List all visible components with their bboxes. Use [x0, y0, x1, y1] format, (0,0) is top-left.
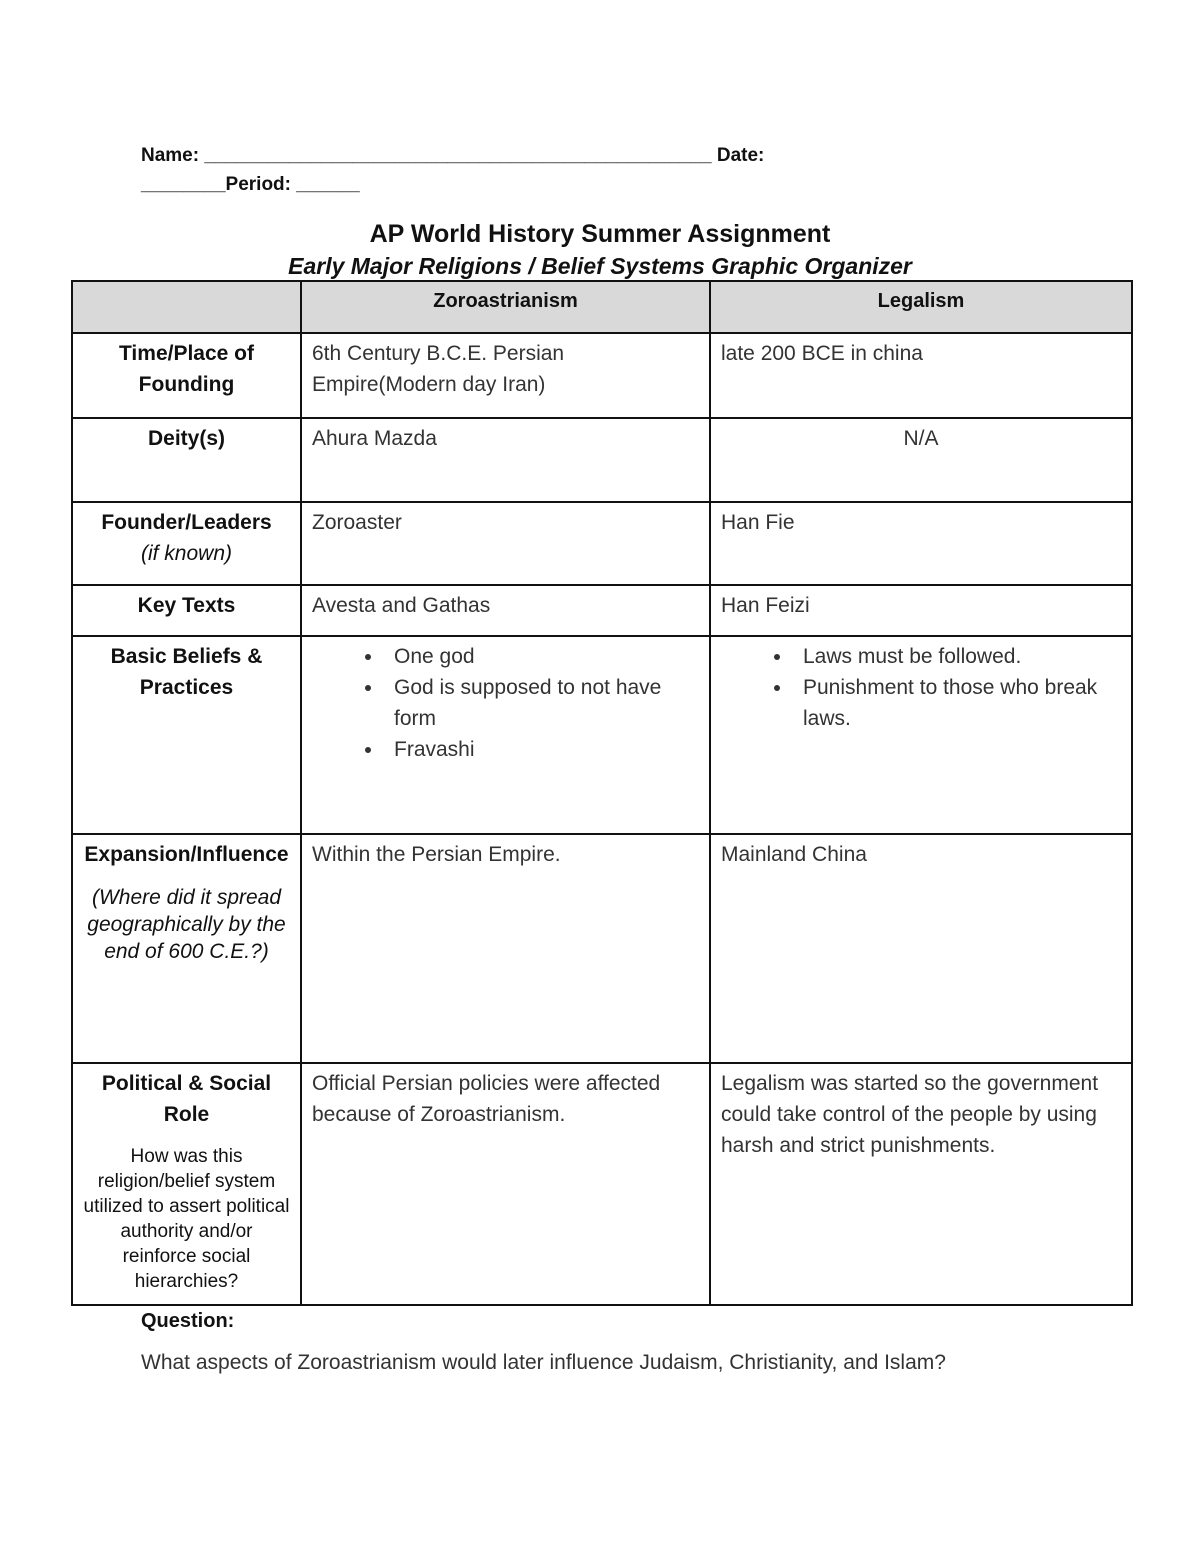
name-date-period-header	[141, 141, 1081, 199]
cell-legalism-key-texts[interactable]: Han Feizi	[710, 585, 1132, 636]
row-label-deity: Deity(s)	[72, 418, 301, 502]
list-item: • Laws must be followed.	[793, 641, 1121, 672]
period-line[interactable]: ________Period: ______	[141, 174, 360, 195]
table-row-expansion	[72, 834, 1132, 1063]
page-title: AP World History Summer Assignment	[369, 220, 831, 248]
row-label-political-note: How was this religion/belief system utilized to assert political authority and/or reinforce social hierarchies?	[83, 1146, 290, 1292]
row-label-expansion-text: Expansion/Influence	[84, 843, 289, 866]
list-item: • God is supposed to not have form	[384, 672, 699, 734]
table-row-political	[72, 1063, 1132, 1305]
list-item: • One god	[384, 641, 699, 672]
row-label-political	[72, 1063, 301, 1305]
cell-zoroastrianism-key-texts[interactable]: Avesta and Gathas	[301, 585, 710, 636]
question-text: What aspects of Zoroastrianism would later influence Judaism, Christianity, and Islam?	[141, 1351, 946, 1374]
cell-legalism-time-place[interactable]: late 200 BCE in china	[710, 333, 1132, 418]
list-item: • Fravashi	[384, 734, 699, 765]
cell-legalism-political[interactable]: Legalism was started so the government could take control of the people by using harsh and strict punishments.	[710, 1063, 1132, 1305]
header-blank-cell	[72, 281, 301, 333]
table-row-deity	[72, 418, 1132, 502]
table-row-founder	[72, 502, 1132, 585]
table-row-key-texts	[72, 585, 1132, 636]
table-row-beliefs	[72, 636, 1132, 834]
row-label-time-place: Time/Place of Founding	[72, 333, 301, 418]
graphic-organizer-table	[71, 280, 1133, 1306]
zoroastrianism-beliefs-list	[312, 641, 699, 765]
question-label: Question:	[141, 1310, 235, 1332]
row-label-founder	[72, 502, 301, 585]
cell-zoroastrianism-beliefs[interactable]	[301, 636, 710, 834]
name-date-line[interactable]: Name: ________________________________________________ Date:	[141, 145, 765, 166]
row-label-expansion	[72, 834, 301, 1063]
cell-legalism-beliefs[interactable]	[710, 636, 1132, 834]
row-label-expansion-note: (Where did it spread geographically by the end of 600 C.E.?)	[87, 886, 286, 963]
row-label-political-text: Political & Social Role	[101, 1072, 272, 1126]
cell-zoroastrianism-political[interactable]: Official Persian policies were affected because of Zoroastrianism.	[301, 1063, 710, 1305]
row-label-key-texts: Key Texts	[72, 585, 301, 636]
table-header-row	[72, 281, 1132, 333]
cell-zoroastrianism-deity[interactable]: Ahura Mazda	[301, 418, 710, 502]
legalism-beliefs-list	[721, 641, 1121, 734]
cell-zoroastrianism-expansion[interactable]: Within the Persian Empire.	[301, 834, 710, 1063]
header-legalism: Legalism	[710, 281, 1132, 333]
row-label-founder-sublabel: (if known)	[140, 542, 233, 565]
table-row-time-place	[72, 333, 1132, 418]
cell-legalism-expansion[interactable]: Mainland China	[710, 834, 1132, 1063]
page-subtitle: Early Major Religions / Belief Systems Graphic Organizer	[288, 253, 912, 279]
cell-legalism-founder[interactable]: Han Fie	[710, 502, 1132, 585]
row-label-founder-text: Founder/Leaders	[101, 511, 272, 534]
row-label-beliefs: Basic Beliefs & Practices	[72, 636, 301, 834]
cell-legalism-deity[interactable]: N/A	[710, 418, 1132, 502]
cell-zoroastrianism-founder[interactable]: Zoroaster	[301, 502, 710, 585]
cell-zoroastrianism-time-place[interactable]: 6th Century B.C.E. Persian Empire(Modern day Iran)	[301, 333, 710, 418]
list-item: • Punishment to those who break laws.	[793, 672, 1121, 734]
header-zoroastrianism: Zoroastrianism	[301, 281, 710, 333]
